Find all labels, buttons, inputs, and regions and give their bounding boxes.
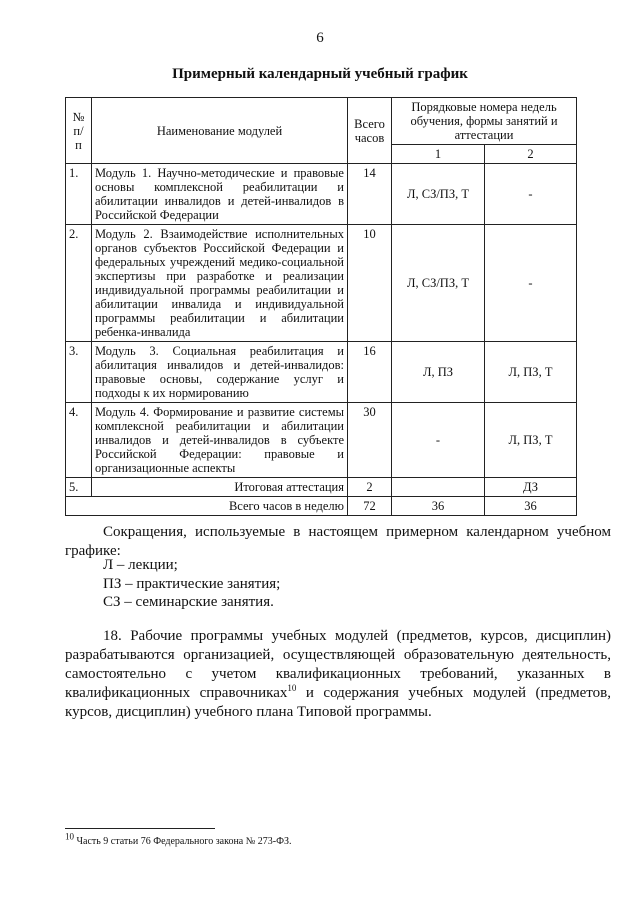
- table-row: [66, 164, 577, 225]
- row-module-name: Модуль 3. Социальная реабилитация и абилитация инвалидов и детей-инвалидов: правовые основы, содержание услуг и подходы к их нормированию: [92, 342, 348, 403]
- row-week-2: -: [485, 225, 577, 342]
- row-week-1: Л, СЗ/ПЗ, Т: [392, 164, 485, 225]
- table-row: [66, 225, 577, 342]
- row-hours: 14: [348, 164, 392, 225]
- abbreviations-intro: Сокращения, используемые в настоящем примерном календарном учебном графике:: [65, 524, 611, 559]
- page-title: Примерный календарный учебный график: [172, 66, 468, 82]
- row-hours: 30: [348, 403, 392, 478]
- abbreviation-item: ПЗ – практические занятия;: [103, 576, 281, 592]
- total-row: [66, 497, 577, 516]
- total-label: Всего часов в неделю: [66, 497, 348, 516]
- row-module-name: Модуль 4. Формирование и развитие системы комплексной реабилитации и абилитации инвалидов и детей-инвалидов в субъекте Российской Федерации: правовые и организационные аспекты: [92, 403, 348, 478]
- header-module-name: Наименование модулей: [92, 98, 348, 164]
- row-num: 4.: [66, 403, 92, 478]
- row-hours: 2: [348, 478, 392, 497]
- abbreviation-item: СЗ – семинарские занятия.: [103, 594, 274, 610]
- row-num: 3.: [66, 342, 92, 403]
- abbreviation-item: Л – лекции;: [103, 557, 178, 573]
- row-week-1: [392, 478, 485, 497]
- row-week-2: ДЗ: [485, 478, 577, 497]
- row-num: 1.: [66, 164, 92, 225]
- header-week-1: 1: [392, 145, 485, 164]
- total-week-2: 36: [485, 497, 577, 516]
- row-num: 2.: [66, 225, 92, 342]
- footnote-divider: [65, 828, 215, 829]
- footnote-reference: 10: [287, 683, 297, 693]
- paragraph-18: 18. Рабочие программы учебных модулей (предметов, курсов, дисциплин) разрабатываются организацией, осуществляющей образовательную деятельность, самостоятельно с учетом квалификационных требований, указанных в квалификационных справочниках$^{10}$ и содержания учебных модулей (предметов, курсов, дисциплин) учебного плана Типовой программы.: [65, 628, 611, 720]
- row-week-1: Л, ПЗ: [392, 342, 485, 403]
- row-week-1: -: [392, 403, 485, 478]
- row-hours: 16: [348, 342, 392, 403]
- footnote: $^{10}$ Часть 9 статьи 76 Федерального закона № 273-ФЗ.: [65, 831, 292, 847]
- row-module-name: Модуль 1. Научно-методические и правовые основы комплексной реабилитации и абилитации инвалидов и детей-инвалидов в Российской Федерации: [92, 164, 348, 225]
- schedule-table: [65, 97, 577, 516]
- total-week-1: 36: [392, 497, 485, 516]
- header-week-2: 2: [485, 145, 577, 164]
- row-module-name: Итоговая аттестация: [92, 478, 348, 497]
- row-week-2: -: [485, 164, 577, 225]
- final-attestation-row: [66, 478, 577, 497]
- row-num: 5.: [66, 478, 92, 497]
- header-hours: Всего часов: [348, 98, 392, 164]
- row-week-2: Л, ПЗ, Т: [485, 342, 577, 403]
- row-week-1: Л, СЗ/ПЗ, Т: [392, 225, 485, 342]
- row-module-name: Модуль 2. Взаимодействие исполнительных органов субъектов Российской Федерации и федеральных учреждений медико-социальной экспертизы при разработке и реализации индивидуальной программы реабилитации и абилитации инвалида и индивидуальной программы реабилитации и абилитации ребенка-инвалида: [92, 225, 348, 342]
- page-number: 6: [316, 30, 324, 46]
- row-week-2: Л, ПЗ, Т: [485, 403, 577, 478]
- header-num: № п/ п: [66, 98, 92, 164]
- total-hours: 72: [348, 497, 392, 516]
- table-header-row: [66, 98, 577, 145]
- table-row: [66, 342, 577, 403]
- header-weeks: Порядковые номера недель обучения, формы занятий и аттестации: [392, 98, 577, 145]
- table-row: [66, 403, 577, 478]
- row-hours: 10: [348, 225, 392, 342]
